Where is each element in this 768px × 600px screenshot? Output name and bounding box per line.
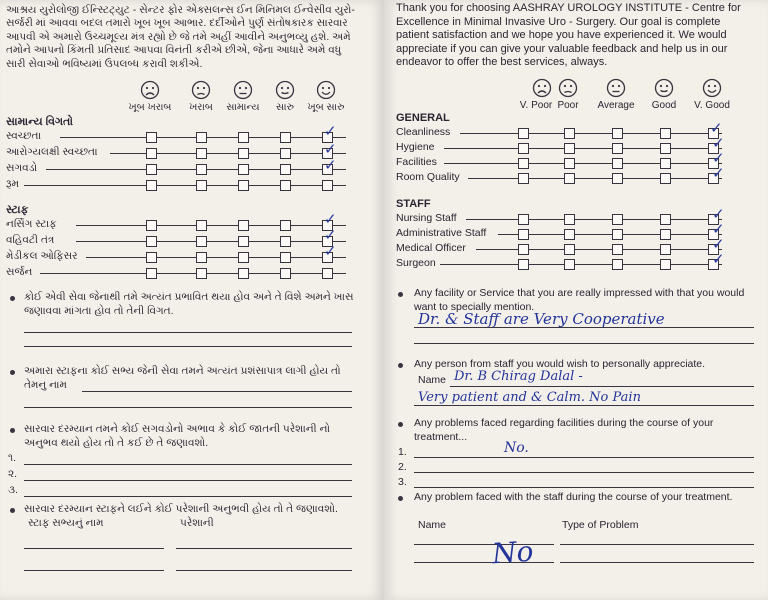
checkbox[interactable]	[322, 180, 333, 191]
question-3: Any problems faced regarding facilities during the course of your treatment...	[414, 417, 714, 443]
checkbox[interactable]	[660, 214, 671, 225]
rating-label-good: Good	[651, 100, 677, 111]
check-mark-icon: ✓	[324, 156, 337, 174]
checkbox[interactable]	[238, 268, 249, 279]
smile-face-icon	[275, 80, 295, 100]
checkbox[interactable]	[612, 259, 623, 270]
checkbox[interactable]	[612, 128, 623, 139]
checkbox[interactable]	[196, 236, 207, 247]
column-label-type-of-problem: Type of Problem	[562, 519, 639, 531]
row-label-hygiene: Hygiene	[396, 141, 435, 153]
line-number: ૨.	[8, 468, 18, 480]
check-mark-icon: ✓	[324, 242, 337, 260]
column-label-gu-problem: પરેશાની	[180, 517, 214, 529]
handwritten-answer-2a[interactable]: Dr. B Chirag Dalal -	[454, 369, 583, 384]
checkbox[interactable]	[196, 268, 207, 279]
big-smile-face-icon	[316, 80, 336, 100]
checkbox[interactable]	[612, 158, 623, 169]
row-label-nursing-staff: Nursing Staff	[396, 212, 457, 224]
checkbox[interactable]	[518, 173, 529, 184]
check-mark-icon: ✓	[324, 226, 337, 244]
checkbox[interactable]	[280, 252, 291, 263]
checkbox[interactable]	[564, 229, 575, 240]
name-label: Name	[418, 374, 447, 386]
line-number: 3.	[398, 476, 407, 488]
checkbox[interactable]	[280, 164, 291, 175]
checkbox[interactable]	[518, 244, 529, 255]
column-label-gu-staff-name: સ્ટાફ સભ્યનું નામ	[28, 517, 104, 529]
check-mark-icon: ✓	[712, 220, 725, 238]
line-number: ૩.	[8, 484, 18, 496]
row-label-gu-room: રૂમ	[6, 178, 19, 190]
bullet-icon	[10, 508, 15, 513]
checkbox[interactable]	[564, 128, 575, 139]
checkbox[interactable]	[196, 252, 207, 263]
check-mark-icon: ✓	[324, 122, 337, 140]
sad-face-icon	[558, 78, 578, 98]
check-mark-icon: ✓	[712, 164, 725, 182]
checkbox[interactable]	[196, 132, 207, 143]
checkbox[interactable]	[196, 220, 207, 231]
english-page	[384, 0, 768, 600]
checkbox[interactable]	[564, 259, 575, 270]
neutral-face-icon	[606, 78, 626, 98]
rating-label-good-gu: સારુ	[276, 102, 294, 113]
rating-label-very-good-gu: ખૂબ સારુ	[307, 102, 345, 113]
question-1: Any facility or Service that you are really impressed with that you would want to specially mention.	[414, 287, 745, 313]
checkbox[interactable]	[146, 268, 157, 279]
checkbox[interactable]	[564, 143, 575, 154]
check-mark-icon: ✓	[712, 235, 725, 253]
checkbox[interactable]	[146, 220, 157, 231]
rating-label-very-poor: V. Poor	[519, 100, 553, 111]
checkbox[interactable]	[518, 143, 529, 154]
checkbox[interactable]	[518, 229, 529, 240]
checkbox[interactable]	[660, 158, 671, 169]
rating-label-very-good: V. Good	[694, 100, 730, 111]
question-gu-3: સારવાર દરમ્યાન તમને કોઈ સગવડોનો અભાવ કે કોઈ જાતની પરેશાની નો અનુભવ થયો હોય તો તે કઈ છે તે જણાવશો.	[24, 423, 331, 449]
general-section-title: GENERAL	[396, 112, 450, 124]
row-label-surgeon: Surgeon	[396, 257, 436, 269]
checkbox[interactable]	[322, 268, 333, 279]
row-label-facilities: Facilities	[396, 156, 437, 168]
row-label-gu-surgeon: સર્જન	[6, 266, 33, 278]
checkbox[interactable]	[196, 148, 207, 159]
checkbox[interactable]	[518, 259, 529, 270]
bullet-icon	[398, 363, 403, 368]
checkbox[interactable]	[660, 128, 671, 139]
check-mark-icon: ✓	[712, 205, 725, 223]
checkbox[interactable]	[146, 236, 157, 247]
intro-text-gujarati: આશ્રય યુરોલોજી ઈન્સ્ટિટ્યુટ - સેન્ટર ફોર એક્સલન્સ ઈન મિનિમલ ઈન્વેસીવ યુરો-સર્જરી માં આવવા બદલ તમારો ખૂબ ખૂબ આભાર. દર્દીઓને પુર્ણ સંતોષકારક સારવાર આપવી એ અમારો ઉચ્ચમૂલ્ય મંત્ર રહ્યો છે જે તમે અહીં આવીને અનુભવ્યુ હશે. અમે તમોને આપનો કિંમતી પ્રતિસાદ આપવા વિનંતી કરીએ છીએ, જેના આધારે અમે વધુ સારી સેવાઓ ભવિષ્યમાં ઉપલબ્ધ કરાવી શકીએ.	[6, 4, 355, 70]
check-mark-icon: ✓	[324, 210, 337, 228]
checkbox[interactable]	[238, 148, 249, 159]
check-mark-icon: ✓	[712, 149, 725, 167]
row-label-gu-hygiene: આરોગ્યલક્ષી સ્વચ્છતા	[6, 146, 98, 158]
bullet-icon	[398, 496, 403, 501]
check-mark-icon: ✓	[712, 250, 725, 268]
neutral-face-icon	[233, 80, 253, 100]
checkbox[interactable]	[612, 229, 623, 240]
question-gu-4: સારવાર દરમ્યાન સ્ટાફને લઈને કોઈ પરેશાની અનુભવી હોય તો તે જણાવશો.	[24, 503, 338, 515]
row-label-gu-admin: વહિવટી તંત્ર	[6, 234, 55, 246]
row-label-administrative-staff: Administrative Staff	[396, 227, 487, 239]
checkbox[interactable]	[238, 132, 249, 143]
rating-label-very-poor-gu: ખૂબ ખરાબ	[128, 102, 172, 113]
checkbox[interactable]	[146, 132, 157, 143]
checkbox[interactable]	[280, 220, 291, 231]
checkbox[interactable]	[146, 164, 157, 175]
staff-section-title-gu: સ્ટાફ	[6, 204, 29, 216]
row-label-gu-nursing: નર્સિંગ સ્ટાફ	[6, 218, 57, 230]
checkbox[interactable]	[238, 236, 249, 247]
bullet-icon	[10, 296, 15, 301]
bullet-icon	[10, 428, 15, 433]
checkbox[interactable]	[518, 214, 529, 225]
checkbox[interactable]	[660, 259, 671, 270]
checkbox[interactable]	[612, 214, 623, 225]
rating-label-average-gu: સામાન્ય	[226, 102, 260, 113]
very-sad-face-icon	[140, 80, 160, 100]
check-mark-icon: ✓	[710, 119, 723, 137]
checkbox[interactable]	[660, 143, 671, 154]
checkbox[interactable]	[238, 164, 249, 175]
handwritten-answer-3[interactable]: No.	[504, 440, 529, 456]
rating-label-poor-gu: ખરાબ	[189, 102, 213, 113]
row-label-room-quality: Room Quality	[396, 171, 460, 183]
intro-text-english: Thank you for choosing AASHRAY UROLOGY INSTITUTE - Centre for Excellence in Minimal Invasive Uro - Surgery. Our goal is complete patient satisfaction and we hope you have experienced it. We would appreciate if you can give your valuable feedback and help us in our endeavor to offer the best services, always.	[396, 2, 741, 69]
bullet-icon	[10, 370, 15, 375]
checkbox[interactable]	[518, 158, 529, 169]
checkbox[interactable]	[612, 173, 623, 184]
checkbox[interactable]	[660, 229, 671, 240]
question-4: Any problem faced with the staff during the course of your treatment.	[414, 491, 733, 503]
checkbox[interactable]	[280, 236, 291, 247]
checkbox[interactable]	[660, 244, 671, 255]
checkbox[interactable]	[146, 148, 157, 159]
row-label-gu-facilities: સગવડો	[6, 162, 38, 174]
checkbox[interactable]	[564, 244, 575, 255]
row-label-cleanliness: Cleanliness	[396, 126, 451, 138]
rating-label-poor: Poor	[557, 100, 579, 111]
line-number: ૧.	[8, 452, 17, 464]
checkbox[interactable]	[196, 164, 207, 175]
checkbox[interactable]	[612, 244, 623, 255]
checkbox[interactable]	[564, 214, 575, 225]
column-label-name: Name	[418, 519, 447, 531]
checkbox[interactable]	[280, 148, 291, 159]
handwritten-answer-1[interactable]: Dr. & Staff are Very Cooperative	[418, 310, 665, 328]
handwritten-answer-4[interactable]: No	[490, 534, 535, 571]
row-label-medical-officer: Medical Officer	[396, 242, 466, 254]
bullet-icon	[398, 292, 403, 297]
checkbox[interactable]	[280, 132, 291, 143]
checkbox[interactable]	[280, 268, 291, 279]
checkbox[interactable]	[196, 180, 207, 191]
sad-face-icon	[191, 80, 211, 100]
big-smile-face-icon	[702, 78, 722, 98]
checkbox[interactable]	[660, 173, 671, 184]
smile-face-icon	[654, 78, 674, 98]
check-mark-icon: ✓	[712, 134, 725, 152]
handwritten-answer-2b[interactable]: Very patient and & Calm. No Pain	[418, 390, 641, 405]
question-gu-1: કોઈ એવી સેવા જેનાથી તમે અત્યંત પ્રભાવિત થયા હોવ અને તે વિશે અમને ખાસ જણાવવા માંગતા હોવ તો તેની વિગત.	[24, 291, 354, 317]
staff-section-title: STAFF	[396, 198, 431, 210]
checkbox[interactable]	[146, 252, 157, 263]
general-section-title-gu: સામાન્ય વિગતો	[6, 116, 74, 128]
line-number: 2.	[398, 461, 407, 473]
question-gu-2: અમારા સ્ટાફના કોઈ સભ્ય જેની સેવા તમને અત્યંત પ્રશંસાપાત્ર લાગી હોય તો તેમનુ નામ	[24, 365, 341, 391]
checkbox[interactable]	[280, 180, 291, 191]
bullet-icon	[398, 422, 403, 427]
very-sad-face-icon	[532, 78, 552, 98]
check-mark-icon: ✓	[324, 140, 337, 158]
rating-label-average: Average	[597, 100, 635, 111]
row-label-gu-medical: મેડીકલ ઓફિસર	[6, 250, 78, 262]
checkbox[interactable]	[564, 158, 575, 169]
checkbox[interactable]	[518, 128, 529, 139]
checkbox[interactable]	[238, 252, 249, 263]
checkbox[interactable]	[146, 180, 157, 191]
row-label-gu-cleanliness: સ્વચ્છતા	[6, 130, 42, 142]
question-2: Any person from staff you would wish to personally appreciate.	[414, 358, 706, 370]
checkbox[interactable]	[564, 173, 575, 184]
line-number: 1.	[398, 446, 407, 458]
checkbox[interactable]	[238, 180, 249, 191]
checkbox[interactable]	[238, 220, 249, 231]
checkbox[interactable]	[612, 143, 623, 154]
